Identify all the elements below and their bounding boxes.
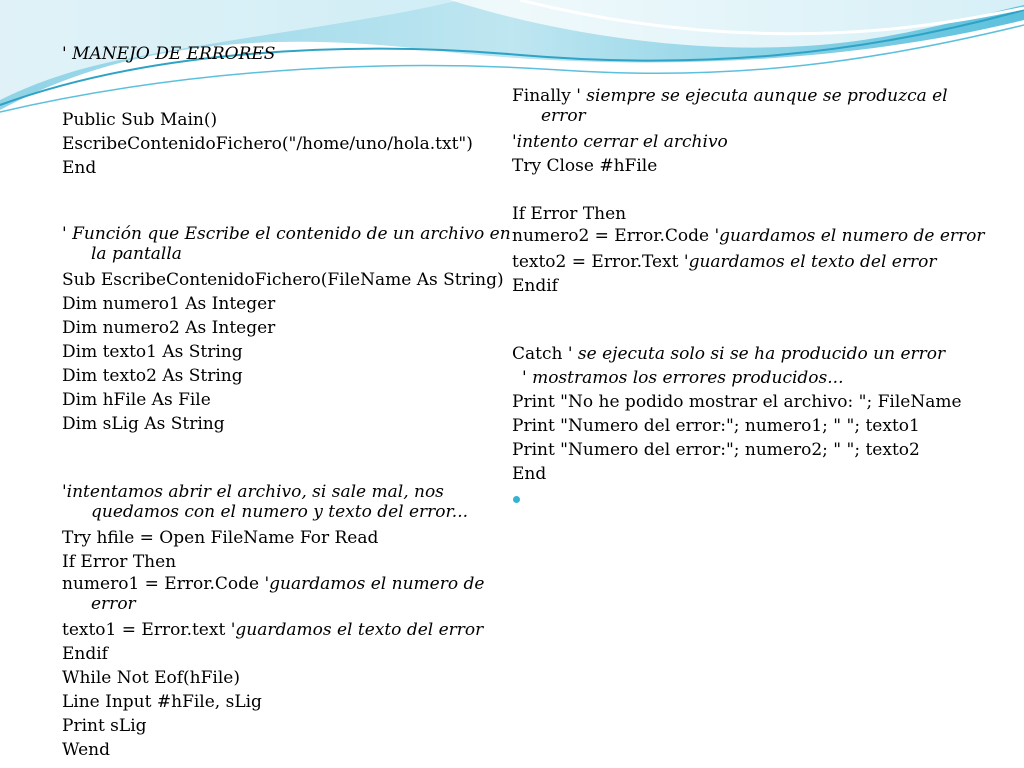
dim-line: Dim texto1 As String (62, 342, 243, 362)
function-comment: ' Función que Escribe el contenido de un archivo en la pantalla (62, 224, 511, 264)
main-sub-line: EscribeContenidoFichero("/home/uno/hola.txt") (62, 134, 473, 154)
dim-line: Dim hFile As File (62, 390, 211, 410)
loop-line: Wend (62, 740, 110, 760)
dim-line: Dim texto2 As String (62, 366, 243, 386)
texto2-comment: 'guardamos el texto del error (683, 252, 937, 272)
catch-line (512, 342, 992, 366)
dim-line: Dim numero1 As Integer (62, 294, 276, 314)
texto2-code: texto2 = Error.Text (512, 252, 684, 272)
loop-line: Line Input #hFile, sLig (62, 692, 262, 712)
try-comment: 'intentamos abrir el archivo, si sale mal, nos quedamos con el numero y texto del error... (62, 482, 469, 522)
dim-line: Dim sLig As String (62, 414, 225, 434)
close-comment: 'intento cerrar el archivo (512, 132, 728, 152)
main-sub-line: End (62, 158, 97, 178)
print-line: Print "No he podido mostrar el archivo: "; FileName (512, 392, 962, 412)
numero2-line (512, 226, 992, 246)
empty-bullet (512, 486, 992, 510)
endif-line: Endif (512, 276, 558, 296)
bullet-dot-icon (513, 496, 520, 503)
main-sub-line: Public Sub Main() (62, 110, 218, 130)
print-line: Print "Numero del error:"; numero1; " "; texto1 (512, 416, 920, 436)
texto1-comment: 'guardamos el texto del error (230, 620, 484, 640)
numero2-comment: 'guardamos el numero de error (714, 226, 985, 246)
numero1-comment: 'guardamos el numero de error (91, 574, 485, 614)
finally-comment: ' siempre se ejecuta aunque se produzca el error (541, 86, 948, 126)
if-error-line: If Error Then (62, 552, 177, 572)
right-code-column (512, 86, 992, 510)
numero2-code: numero2 = Error.Code (512, 226, 715, 246)
try-open-line: Try hfile = Open FileName For Read (62, 528, 379, 548)
finally-code: Finally (512, 86, 577, 106)
catch-code: Catch (512, 344, 568, 364)
left-code-column (62, 42, 512, 762)
numero1-code: numero1 = Error.Code (62, 574, 265, 594)
end-line: End (512, 464, 547, 484)
loop-line: While Not Eof(hFile) (62, 668, 240, 688)
numero1-line (62, 574, 512, 614)
try-close-line: Try Close #hFile (512, 156, 658, 176)
sub-declaration: Sub EscribeContenidoFichero(FileName As String) (62, 270, 504, 290)
dim-line: Dim numero2 As Integer (62, 318, 276, 338)
finally-line (512, 86, 992, 126)
texto1-code: texto1 = Error.text (62, 620, 231, 640)
endif-line: Endif (62, 644, 108, 664)
header-comment: ' MANEJO DE ERRORES (62, 44, 276, 64)
catch-comment: ' se ejecuta solo si se ha producido un error (567, 344, 946, 364)
show-errors-comment: ' mostramos los errores producidos... (522, 368, 844, 388)
texto2-line (512, 250, 992, 274)
loop-line: Print sLig (62, 716, 147, 736)
texto1-line (62, 618, 512, 642)
if-error-line: If Error Then (512, 204, 627, 224)
print-line: Print "Numero del error:"; numero2; " "; texto2 (512, 440, 920, 460)
